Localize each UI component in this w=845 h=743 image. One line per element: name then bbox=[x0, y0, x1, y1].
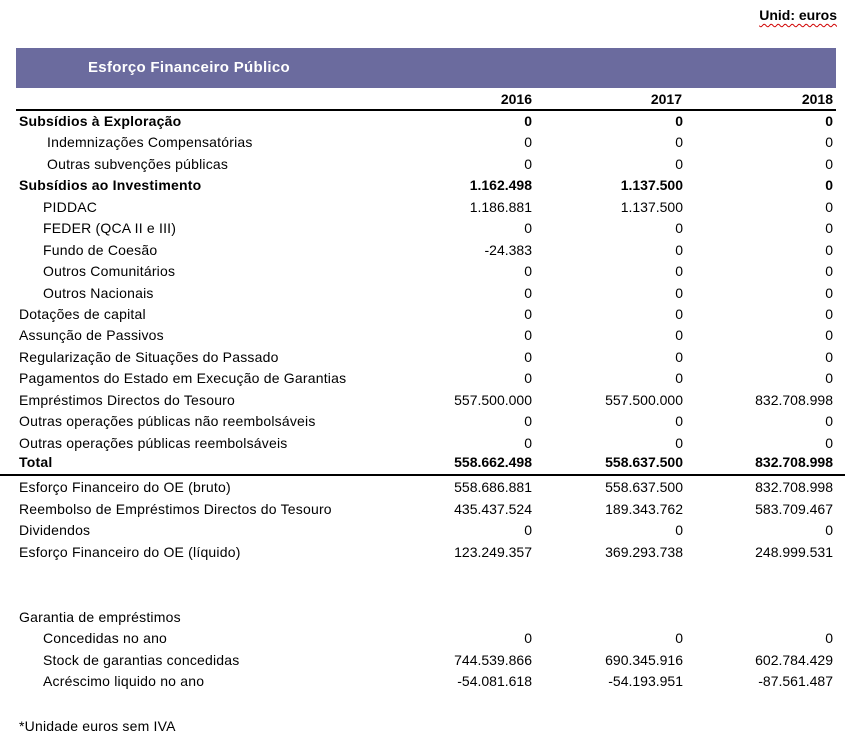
row-label: Acréscimo liquido no ano bbox=[43, 673, 205, 690]
row-label: Subsídios à Exploração bbox=[19, 113, 182, 129]
table-row bbox=[0, 282, 845, 303]
value-2018: 0 bbox=[825, 113, 833, 129]
table-row bbox=[0, 196, 845, 217]
table-row bbox=[0, 649, 845, 670]
footnote: *Unidade euros sem IVA bbox=[19, 718, 176, 734]
unit-label: Unid: euros bbox=[759, 7, 837, 23]
value-2018: 832.708.998 bbox=[755, 391, 833, 408]
value-2017: 1.137.500 bbox=[620, 177, 683, 194]
row-label: Stock de garantias concedidas bbox=[43, 651, 240, 668]
table-row bbox=[0, 217, 845, 238]
row-label: Esforço Financeiro do OE (líquido) bbox=[19, 543, 241, 560]
value-2016: 0 bbox=[524, 220, 532, 237]
table-row bbox=[0, 432, 845, 453]
table-row bbox=[0, 627, 845, 648]
value-2018: 0 bbox=[825, 177, 833, 194]
value-2018: 248.999.531 bbox=[755, 543, 833, 560]
value-2018: 0 bbox=[825, 630, 833, 647]
value-2017: 0 bbox=[675, 134, 683, 151]
table-row bbox=[0, 367, 845, 388]
table-title-band bbox=[16, 48, 836, 88]
row-label: Outras subvenções públicas bbox=[47, 155, 229, 172]
value-2016: 557.500.000 bbox=[454, 391, 532, 408]
row-label: FEDER (QCA II e III) bbox=[43, 220, 177, 237]
value-2018: 0 bbox=[825, 241, 833, 258]
table-row bbox=[0, 476, 845, 497]
row-label: Total bbox=[19, 454, 53, 470]
row-label: Garantia de empréstimos bbox=[19, 609, 181, 625]
value-2018: 0 bbox=[825, 198, 833, 215]
value-2018: 0 bbox=[825, 284, 833, 301]
value-2017: 558.637.500 bbox=[605, 454, 683, 470]
value-2017: 0 bbox=[675, 522, 683, 539]
value-2016: 0 bbox=[524, 630, 532, 647]
table-row bbox=[0, 110, 845, 131]
value-2018: 0 bbox=[825, 305, 833, 322]
value-2018: 0 bbox=[825, 155, 833, 172]
value-2017: 0 bbox=[675, 263, 683, 280]
value-2017: 557.500.000 bbox=[605, 391, 683, 408]
value-2016: 558.686.881 bbox=[454, 479, 532, 496]
row-label: Pagamentos do Estado em Execução de Garantias bbox=[19, 370, 347, 387]
value-2018: 0 bbox=[825, 413, 833, 430]
value-2016: 558.662.498 bbox=[454, 454, 532, 470]
row-label: Regularização de Situações do Passado bbox=[19, 348, 279, 365]
row-label: Subsídios ao Investimento bbox=[19, 177, 202, 194]
value-2016: 0 bbox=[524, 134, 532, 151]
table-row bbox=[0, 303, 845, 324]
value-2017: 0 bbox=[675, 630, 683, 647]
year-header-row bbox=[16, 90, 836, 111]
row-label: Outros Comunitários bbox=[43, 263, 176, 280]
value-2018: 832.708.998 bbox=[755, 479, 833, 496]
value-2017: 558.637.500 bbox=[605, 479, 683, 496]
value-2016: 0 bbox=[524, 434, 532, 451]
value-2017: 0 bbox=[675, 370, 683, 387]
value-2016: 0 bbox=[524, 348, 532, 365]
row-label: Reembolso de Empréstimos Directos do Tesouro bbox=[19, 500, 332, 517]
value-2017: 189.343.762 bbox=[605, 500, 683, 517]
row-label: Indemnizações Compensatórias bbox=[47, 134, 253, 151]
value-2018: 832.708.998 bbox=[755, 454, 833, 470]
value-2017: 0 bbox=[675, 348, 683, 365]
row-label: Assunção de Passivos bbox=[19, 327, 164, 344]
value-2017: -54.193.951 bbox=[608, 673, 683, 690]
value-2016: 0 bbox=[524, 305, 532, 322]
table-row bbox=[0, 541, 845, 562]
value-2016: 435.437.524 bbox=[454, 500, 532, 517]
row-label: Empréstimos Directos do Tesouro bbox=[19, 391, 236, 408]
row-label: Outros Nacionais bbox=[43, 284, 154, 301]
value-2017: 0 bbox=[675, 113, 683, 129]
value-2016: 0 bbox=[524, 522, 532, 539]
table-row bbox=[0, 519, 845, 540]
value-2017: 0 bbox=[675, 327, 683, 344]
value-2017: 0 bbox=[675, 241, 683, 258]
value-2017: 1.137.500 bbox=[620, 198, 683, 215]
value-2018: 0 bbox=[825, 522, 833, 539]
loan-guarantees-table bbox=[0, 606, 845, 692]
table-row bbox=[0, 260, 845, 281]
row-label: Dividendos bbox=[19, 522, 91, 539]
value-2018: 0 bbox=[825, 370, 833, 387]
row-label: Concedidas no ano bbox=[43, 630, 168, 647]
value-2018: 0 bbox=[825, 263, 833, 280]
value-2017: 369.293.738 bbox=[605, 543, 683, 560]
value-2016: 0 bbox=[524, 413, 532, 430]
value-2018: 0 bbox=[825, 134, 833, 151]
value-2016: -24.383 bbox=[484, 241, 532, 258]
value-2016: 0 bbox=[524, 370, 532, 387]
value-2017: 0 bbox=[675, 220, 683, 237]
row-label: PIDDAC bbox=[43, 198, 98, 215]
table-row bbox=[0, 389, 845, 410]
value-2018: 602.784.429 bbox=[755, 651, 833, 668]
table-row bbox=[0, 324, 845, 345]
value-2017: 0 bbox=[675, 413, 683, 430]
table-row bbox=[0, 346, 845, 367]
value-2016: 1.162.498 bbox=[469, 177, 532, 194]
table-row bbox=[0, 131, 845, 152]
year-header-2018: 2018 bbox=[801, 91, 833, 107]
value-2016: 0 bbox=[524, 327, 532, 344]
row-label: Dotações de capital bbox=[19, 305, 146, 322]
value-2016: 0 bbox=[524, 113, 532, 129]
table-row bbox=[0, 498, 845, 519]
year-header-2016: 2016 bbox=[500, 91, 532, 107]
table-row bbox=[0, 153, 845, 174]
table-row bbox=[0, 453, 845, 476]
value-2016: 0 bbox=[524, 284, 532, 301]
table-row bbox=[0, 606, 845, 627]
value-2016: 0 bbox=[524, 263, 532, 280]
year-header-2017: 2017 bbox=[650, 91, 682, 107]
value-2018: 0 bbox=[825, 434, 833, 451]
table-row bbox=[0, 670, 845, 691]
value-2018: -87.561.487 bbox=[758, 673, 833, 690]
value-2016: 0 bbox=[524, 155, 532, 172]
value-2016: 123.249.357 bbox=[454, 543, 532, 560]
table-title: Esforço Financeiro Público bbox=[88, 59, 291, 76]
row-label: Outras operações públicas não reembolsáveis bbox=[19, 413, 316, 430]
value-2018: 0 bbox=[825, 348, 833, 365]
value-2017: 0 bbox=[675, 284, 683, 301]
value-2017: 0 bbox=[675, 155, 683, 172]
value-2017: 0 bbox=[675, 305, 683, 322]
value-2016: 744.539.866 bbox=[454, 651, 532, 668]
financial-effort-table bbox=[0, 110, 845, 562]
value-2018: 0 bbox=[825, 220, 833, 237]
value-2017: 690.345.916 bbox=[605, 651, 683, 668]
value-2017: 0 bbox=[675, 434, 683, 451]
value-2016: 1.186.881 bbox=[469, 198, 532, 215]
table-row bbox=[0, 410, 845, 431]
row-label: Outras operações públicas reembolsáveis bbox=[19, 434, 288, 451]
value-2018: 583.709.467 bbox=[755, 500, 833, 517]
table-row bbox=[0, 239, 845, 260]
row-label: Fundo de Coesão bbox=[43, 241, 158, 258]
value-2016: -54.081.618 bbox=[457, 673, 532, 690]
row-label: Esforço Financeiro do OE (bruto) bbox=[19, 479, 231, 496]
value-2018: 0 bbox=[825, 327, 833, 344]
table-row bbox=[0, 174, 845, 195]
